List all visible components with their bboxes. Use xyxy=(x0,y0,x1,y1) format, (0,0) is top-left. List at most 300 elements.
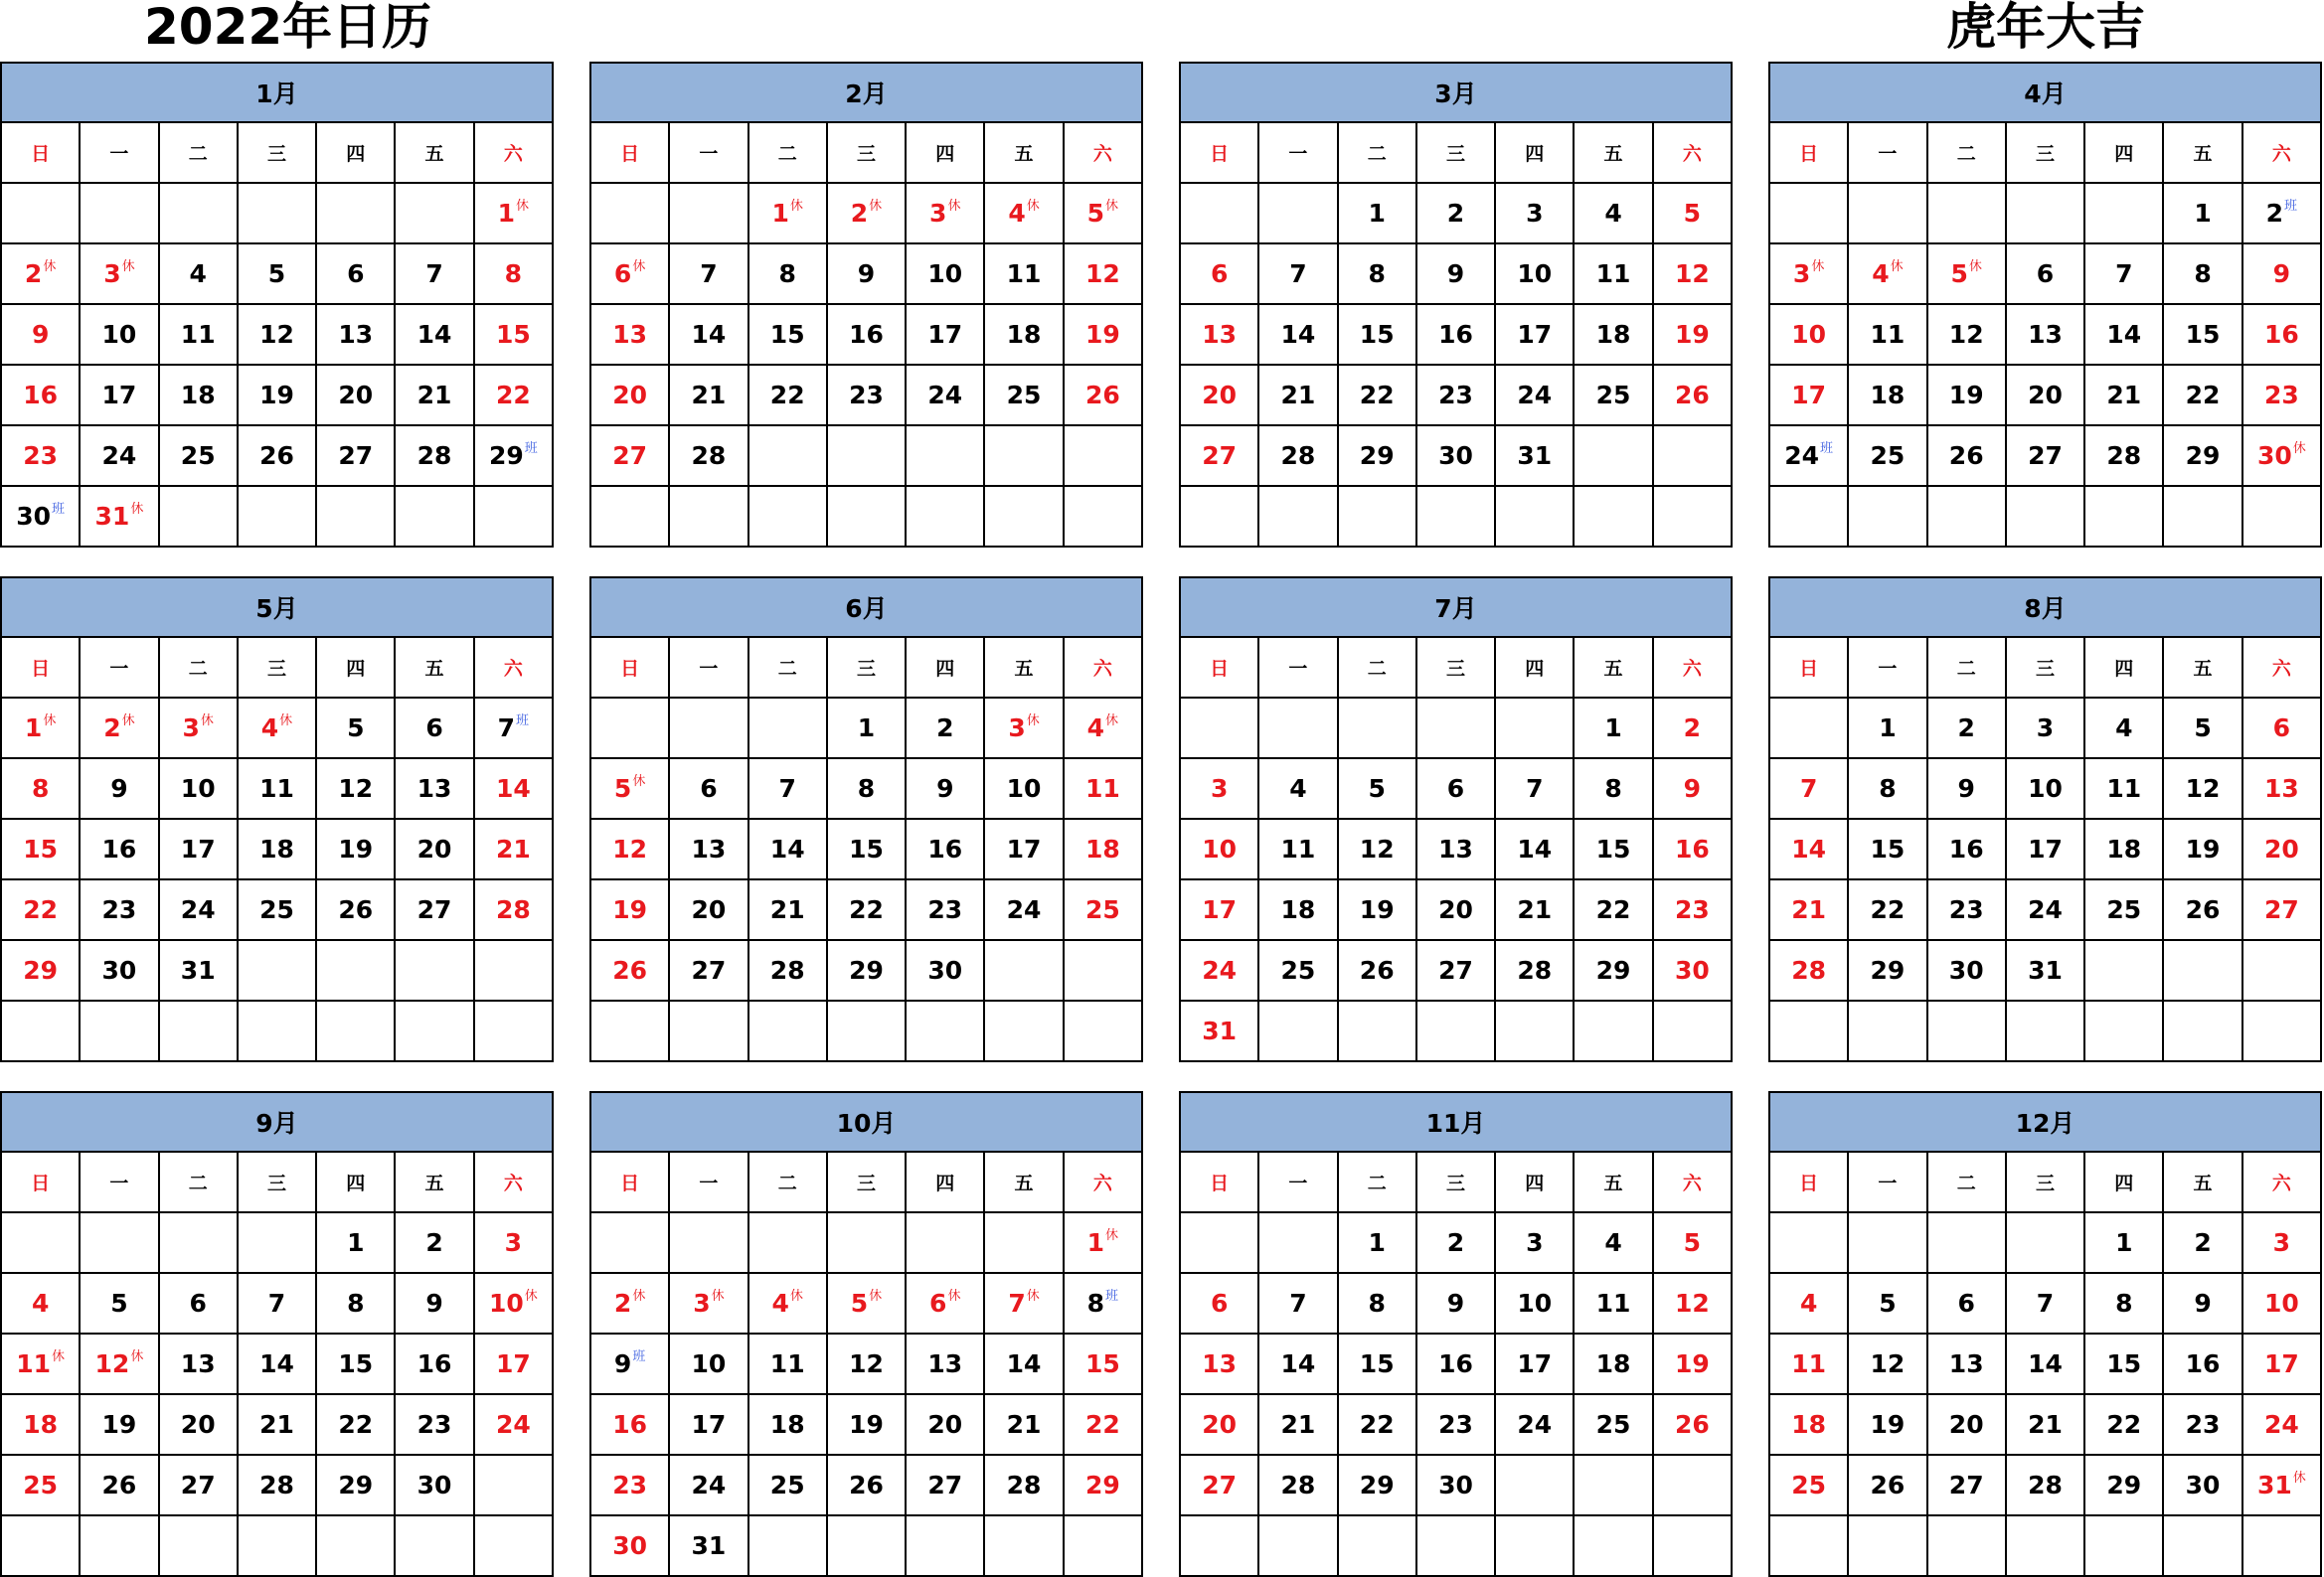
weekday-label: 三 xyxy=(1416,1152,1495,1212)
day-cell xyxy=(395,1334,473,1394)
day-number: 3 xyxy=(103,259,121,288)
empty-day-cell xyxy=(669,486,747,547)
day-cell xyxy=(984,1273,1063,1334)
day-number: 7 xyxy=(1526,774,1544,803)
empty-day-cell xyxy=(316,1515,395,1576)
day-cell xyxy=(1769,365,1848,425)
holiday-mark: 休 xyxy=(121,713,135,728)
day-number: 4 xyxy=(189,259,207,288)
day-cell xyxy=(2084,365,2163,425)
empty-day-cell xyxy=(2006,1515,2084,1576)
day-cell xyxy=(1180,425,1258,486)
weekday-label: 一 xyxy=(669,1152,747,1212)
weekday-label: 一 xyxy=(1848,637,1926,698)
empty-day-cell xyxy=(1653,1515,1732,1576)
day-cell xyxy=(1653,1334,1732,1394)
day-number: 3 xyxy=(2272,1228,2291,1257)
day-number: 19 xyxy=(1084,320,1120,349)
day-number: 4 xyxy=(1086,713,1105,742)
weekday-label: 五 xyxy=(984,122,1063,183)
empty-day-cell xyxy=(316,940,395,1001)
empty-day-cell xyxy=(590,698,669,758)
holiday-mark: 休 xyxy=(1026,713,1040,728)
day-number: 25 xyxy=(259,895,294,924)
empty-day-cell xyxy=(80,1001,158,1061)
day-number: 31 xyxy=(2256,1471,2292,1499)
empty-day-cell xyxy=(748,1212,827,1273)
day-number: 27 xyxy=(691,956,727,985)
empty-day-cell xyxy=(159,1001,238,1061)
weekday-label: 四 xyxy=(316,637,395,698)
empty-day-cell xyxy=(984,425,1063,486)
week-row xyxy=(1769,425,2321,486)
day-number: 27 xyxy=(1202,1471,1238,1499)
day-cell xyxy=(2084,1455,2163,1515)
day-number: 8 xyxy=(1879,774,1897,803)
day-number: 2 xyxy=(1446,1228,1465,1257)
day-cell xyxy=(159,1273,238,1334)
empty-day-cell xyxy=(474,486,553,547)
day-cell xyxy=(238,698,316,758)
day-number: 28 xyxy=(495,895,531,924)
day-cell xyxy=(1180,365,1258,425)
day-cell xyxy=(1848,879,1926,940)
day-number: 9 xyxy=(613,1349,632,1378)
day-cell xyxy=(159,698,238,758)
week-row xyxy=(1769,243,2321,304)
weekday-label: 二 xyxy=(159,1152,238,1212)
day-cell xyxy=(1495,940,1574,1001)
day-cell xyxy=(80,819,158,879)
empty-day-cell xyxy=(395,940,473,1001)
day-number: 13 xyxy=(416,774,452,803)
week-row xyxy=(1769,1515,2321,1576)
week-row xyxy=(1769,1334,2321,1394)
empty-day-cell xyxy=(474,1515,553,1576)
weekday-label: 五 xyxy=(395,122,473,183)
day-number: 6 xyxy=(347,259,365,288)
day-cell xyxy=(1064,1212,1142,1273)
day-number: 30 xyxy=(2185,1471,2221,1499)
day-cell xyxy=(1,819,80,879)
day-cell xyxy=(1064,304,1142,365)
day-cell xyxy=(1416,879,1495,940)
day-number: 22 xyxy=(23,895,59,924)
day-number: 22 xyxy=(1359,1410,1395,1439)
empty-day-cell xyxy=(1848,183,1926,243)
day-cell xyxy=(159,940,238,1001)
weekday-label: 日 xyxy=(1180,637,1258,698)
empty-day-cell xyxy=(906,425,984,486)
day-cell xyxy=(1,304,80,365)
holiday-mark: 休 xyxy=(43,713,57,728)
holiday-mark: 休 xyxy=(947,199,961,214)
day-cell xyxy=(906,940,984,1001)
empty-day-cell xyxy=(80,183,158,243)
day-cell xyxy=(827,304,906,365)
day-cell xyxy=(984,243,1063,304)
day-cell xyxy=(1064,183,1142,243)
day-cell xyxy=(984,365,1063,425)
day-number: 6 xyxy=(1957,1289,1975,1318)
day-cell xyxy=(748,879,827,940)
month-table xyxy=(1768,1091,2322,1577)
empty-day-cell xyxy=(395,486,473,547)
day-number: 7 xyxy=(2036,1289,2055,1318)
day-number: 19 xyxy=(259,381,294,409)
day-number: 10 xyxy=(1006,774,1042,803)
day-number: 24 xyxy=(180,895,216,924)
day-number: 7 xyxy=(2115,259,2133,288)
day-number: 23 xyxy=(23,441,59,470)
day-cell xyxy=(2242,365,2321,425)
month-calendar xyxy=(589,1091,1143,1573)
day-cell xyxy=(159,425,238,486)
day-cell xyxy=(1180,879,1258,940)
day-number: 12 xyxy=(1870,1349,1906,1378)
day-number: 29 xyxy=(2106,1471,2142,1499)
day-cell xyxy=(1653,183,1732,243)
day-number: 16 xyxy=(416,1349,452,1378)
month-calendar xyxy=(1768,62,2322,544)
day-cell xyxy=(1180,1273,1258,1334)
day-cell xyxy=(80,879,158,940)
empty-day-cell xyxy=(748,486,827,547)
day-cell xyxy=(238,879,316,940)
week-row xyxy=(1180,1273,1732,1334)
day-number: 30 xyxy=(101,956,137,985)
week-row xyxy=(1,425,553,486)
day-cell xyxy=(1258,879,1337,940)
day-number: 30 xyxy=(927,956,963,985)
day-cell xyxy=(590,304,669,365)
day-number: 31 xyxy=(1202,1017,1238,1045)
day-cell xyxy=(1653,365,1732,425)
empty-day-cell xyxy=(238,940,316,1001)
day-number: 13 xyxy=(691,835,727,864)
day-number: 27 xyxy=(1948,1471,1984,1499)
day-number: 19 xyxy=(849,1410,884,1439)
day-cell xyxy=(2163,1394,2241,1455)
day-cell xyxy=(590,1394,669,1455)
day-number: 16 xyxy=(849,320,884,349)
day-number: 22 xyxy=(2185,381,2221,409)
holiday-mark: 休 xyxy=(1105,1228,1119,1243)
day-number: 20 xyxy=(338,381,374,409)
month-table xyxy=(1768,62,2322,548)
day-cell xyxy=(1495,1394,1574,1455)
day-number: 26 xyxy=(612,956,648,985)
day-cell xyxy=(984,1455,1063,1515)
day-number: 5 xyxy=(850,1289,869,1318)
day-cell xyxy=(1416,243,1495,304)
holiday-mark: 休 xyxy=(1811,259,1825,274)
day-cell xyxy=(1258,304,1337,365)
month-calendar xyxy=(0,1091,554,1573)
day-cell xyxy=(474,365,553,425)
day-number: 21 xyxy=(769,895,805,924)
day-number: 18 xyxy=(180,381,216,409)
day-number: 13 xyxy=(1202,1349,1238,1378)
day-cell xyxy=(159,1334,238,1394)
day-cell xyxy=(1769,304,1848,365)
day-cell xyxy=(827,243,906,304)
day-number: 5 xyxy=(1683,199,1702,228)
day-number: 3 xyxy=(1210,774,1229,803)
month-table xyxy=(1179,576,1733,1062)
day-number: 8 xyxy=(1368,259,1386,288)
day-cell xyxy=(1338,243,1416,304)
weekday-label: 六 xyxy=(1064,1152,1142,1212)
day-number: 12 xyxy=(1359,835,1395,864)
day-number: 29 xyxy=(1359,1471,1395,1499)
empty-day-cell xyxy=(1653,1455,1732,1515)
month-calendar xyxy=(589,576,1143,1058)
day-cell xyxy=(1927,758,2006,819)
weekday-label: 一 xyxy=(1258,122,1337,183)
day-cell xyxy=(1653,1212,1732,1273)
day-cell xyxy=(1769,425,1848,486)
day-number: 20 xyxy=(927,1410,963,1439)
day-cell xyxy=(1927,698,2006,758)
weekday-label: 日 xyxy=(1180,122,1258,183)
day-cell xyxy=(2163,1455,2241,1515)
day-cell xyxy=(1653,1273,1732,1334)
week-row xyxy=(1180,425,1732,486)
day-cell xyxy=(2163,1334,2241,1394)
day-cell xyxy=(1180,1001,1258,1061)
day-cell xyxy=(1338,304,1416,365)
day-number: 19 xyxy=(338,835,374,864)
day-number: 1 xyxy=(1368,199,1386,228)
holiday-mark: 休 xyxy=(130,1349,144,1364)
day-cell xyxy=(1,1334,80,1394)
day-cell xyxy=(2242,758,2321,819)
day-number: 27 xyxy=(2263,895,2299,924)
day-cell xyxy=(1258,425,1337,486)
week-row xyxy=(1,879,553,940)
day-cell xyxy=(474,1273,553,1334)
empty-day-cell xyxy=(1258,1001,1337,1061)
month-header: 10月 xyxy=(590,1092,1142,1152)
day-cell xyxy=(590,758,669,819)
empty-day-cell xyxy=(1,1001,80,1061)
day-cell xyxy=(395,1455,473,1515)
empty-day-cell xyxy=(906,486,984,547)
day-cell xyxy=(1769,879,1848,940)
week-row xyxy=(1,486,553,547)
day-number: 18 xyxy=(1791,1410,1827,1439)
week-row xyxy=(1,698,553,758)
day-cell xyxy=(984,1334,1063,1394)
day-cell xyxy=(316,1394,395,1455)
weekday-label: 二 xyxy=(748,637,827,698)
day-cell xyxy=(1338,879,1416,940)
day-number: 7 xyxy=(778,774,796,803)
day-number: 4 xyxy=(1872,259,1890,288)
day-cell xyxy=(1495,819,1574,879)
day-cell xyxy=(1495,243,1574,304)
weekday-label: 六 xyxy=(474,637,553,698)
empty-day-cell xyxy=(1416,698,1495,758)
day-number: 20 xyxy=(1202,381,1238,409)
empty-day-cell xyxy=(1769,486,1848,547)
day-cell xyxy=(827,183,906,243)
empty-day-cell xyxy=(1416,1001,1495,1061)
day-cell xyxy=(906,698,984,758)
empty-day-cell xyxy=(1653,486,1732,547)
day-cell xyxy=(1258,1273,1337,1334)
holiday-mark: 休 xyxy=(130,502,144,517)
day-number: 14 xyxy=(1280,1349,1316,1378)
week-row xyxy=(1180,304,1732,365)
day-number: 18 xyxy=(2106,835,2142,864)
day-cell xyxy=(1574,243,1652,304)
weekday-label: 六 xyxy=(2242,1152,2321,1212)
day-cell xyxy=(1495,1334,1574,1394)
day-number: 17 xyxy=(1791,381,1827,409)
empty-day-cell xyxy=(748,1001,827,1061)
week-row xyxy=(1769,486,2321,547)
day-number: 6 xyxy=(929,1289,947,1318)
day-cell xyxy=(1848,1273,1926,1334)
day-cell xyxy=(1653,304,1732,365)
week-row xyxy=(590,486,1142,547)
day-cell xyxy=(906,183,984,243)
day-number: 11 xyxy=(259,774,294,803)
weekday-label: 日 xyxy=(1,637,80,698)
day-cell xyxy=(1,1273,80,1334)
empty-day-cell xyxy=(1574,1515,1652,1576)
month-table xyxy=(589,62,1143,548)
month-header: 2月 xyxy=(590,63,1142,122)
day-number: 23 xyxy=(1674,895,1710,924)
day-number: 24 xyxy=(927,381,963,409)
day-cell xyxy=(238,304,316,365)
day-number: 10 xyxy=(180,774,216,803)
day-number: 23 xyxy=(101,895,137,924)
day-number: 20 xyxy=(2263,835,2299,864)
day-cell xyxy=(1927,940,2006,1001)
day-number: 24 xyxy=(1784,441,1820,470)
day-number: 2 xyxy=(1446,199,1465,228)
day-cell xyxy=(2242,183,2321,243)
empty-day-cell xyxy=(1495,1455,1574,1515)
day-cell xyxy=(748,1455,827,1515)
empty-day-cell xyxy=(238,1515,316,1576)
day-cell xyxy=(159,819,238,879)
day-number: 6 xyxy=(189,1289,207,1318)
weekday-label: 日 xyxy=(1769,637,1848,698)
empty-day-cell xyxy=(984,486,1063,547)
workday-mark: 班 xyxy=(1105,1289,1119,1304)
empty-day-cell xyxy=(1495,1515,1574,1576)
day-number: 4 xyxy=(1604,1228,1622,1257)
day-cell xyxy=(1064,1334,1142,1394)
weekday-label: 一 xyxy=(80,637,158,698)
week-row xyxy=(1180,940,1732,1001)
day-number: 22 xyxy=(338,1410,374,1439)
day-cell xyxy=(1574,698,1652,758)
day-number: 16 xyxy=(1438,1349,1473,1378)
day-cell xyxy=(2163,819,2241,879)
day-cell xyxy=(1180,1455,1258,1515)
day-number: 18 xyxy=(1595,1349,1631,1378)
day-cell xyxy=(1416,1394,1495,1455)
empty-day-cell xyxy=(1064,1515,1142,1576)
week-row xyxy=(1180,1212,1732,1273)
workday-mark: 班 xyxy=(1820,441,1834,456)
day-cell xyxy=(395,819,473,879)
day-number: 4 xyxy=(1799,1289,1818,1318)
empty-day-cell xyxy=(159,183,238,243)
day-cell xyxy=(1653,940,1732,1001)
day-number: 13 xyxy=(1202,320,1238,349)
day-cell xyxy=(80,1394,158,1455)
day-number: 5 xyxy=(1950,259,1968,288)
holiday-mark: 休 xyxy=(1105,199,1119,214)
weekday-label: 二 xyxy=(1927,122,2006,183)
day-cell xyxy=(827,1273,906,1334)
day-number: 8 xyxy=(31,774,50,803)
weekday-label: 二 xyxy=(1338,637,1416,698)
holiday-mark: 休 xyxy=(52,1349,66,1364)
empty-day-cell xyxy=(1848,1212,1926,1273)
day-number: 19 xyxy=(1948,381,1984,409)
day-cell xyxy=(748,365,827,425)
day-cell xyxy=(2163,758,2241,819)
day-cell xyxy=(1338,1212,1416,1273)
day-cell xyxy=(2242,1394,2321,1455)
empty-day-cell xyxy=(2084,486,2163,547)
day-number: 25 xyxy=(180,441,216,470)
week-row xyxy=(590,940,1142,1001)
day-number: 23 xyxy=(612,1471,648,1499)
day-number: 30 xyxy=(1948,956,1984,985)
day-number: 24 xyxy=(1006,895,1042,924)
day-number: 23 xyxy=(849,381,884,409)
weekday-label: 三 xyxy=(827,1152,906,1212)
day-cell xyxy=(1495,425,1574,486)
day-cell xyxy=(1180,243,1258,304)
empty-day-cell xyxy=(1,1212,80,1273)
weekday-label: 四 xyxy=(316,1152,395,1212)
day-cell xyxy=(590,425,669,486)
day-number: 13 xyxy=(2028,320,2063,349)
month-table xyxy=(589,576,1143,1062)
empty-day-cell xyxy=(1416,486,1495,547)
holiday-mark: 休 xyxy=(1968,259,1982,274)
day-cell xyxy=(1064,243,1142,304)
week-row xyxy=(1,819,553,879)
day-cell xyxy=(1574,819,1652,879)
day-cell xyxy=(827,879,906,940)
day-cell xyxy=(1064,1455,1142,1515)
day-number: 27 xyxy=(612,441,648,470)
day-number: 24 xyxy=(1202,956,1238,985)
day-cell xyxy=(906,819,984,879)
week-row xyxy=(1769,819,2321,879)
day-cell xyxy=(1574,879,1652,940)
day-number: 19 xyxy=(2185,835,2221,864)
day-number: 10 xyxy=(1791,320,1827,349)
day-number: 8 xyxy=(504,259,523,288)
day-number: 11 xyxy=(1006,259,1042,288)
day-number: 25 xyxy=(1084,895,1120,924)
day-cell xyxy=(827,1455,906,1515)
week-row xyxy=(1769,304,2321,365)
day-cell xyxy=(1574,758,1652,819)
